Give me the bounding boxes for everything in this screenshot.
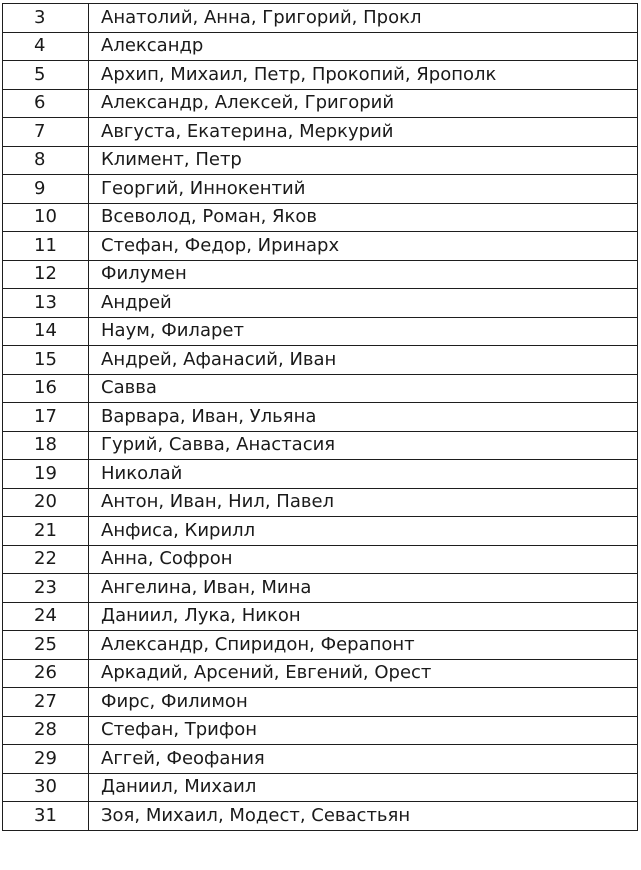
day-number-cell: 10: [3, 203, 89, 232]
day-number-cell: 6: [3, 89, 89, 118]
table-row: [3, 346, 638, 375]
names-cell: Александр, Спиридон, Ферапонт: [89, 631, 638, 660]
day-number-cell: 30: [3, 773, 89, 802]
names-cell: Анатолий, Анна, Григорий, Прокл: [89, 4, 638, 33]
day-number-cell: 20: [3, 488, 89, 517]
names-cell: Климент, Петр: [89, 146, 638, 175]
day-number-cell: 21: [3, 517, 89, 546]
names-cell: Анфиса, Кирилл: [89, 517, 638, 546]
table-body: [3, 4, 638, 831]
day-number-cell: 12: [3, 260, 89, 289]
table-row: [3, 659, 638, 688]
day-number-cell: 24: [3, 602, 89, 631]
names-cell: Анна, Софрон: [89, 545, 638, 574]
day-number-cell: 25: [3, 631, 89, 660]
names-cell: Антон, Иван, Нил, Павел: [89, 488, 638, 517]
table-row: [3, 317, 638, 346]
table-row: [3, 431, 638, 460]
names-cell: Даниил, Лука, Никон: [89, 602, 638, 631]
names-cell: Стефан, Федор, Иринарх: [89, 232, 638, 261]
names-cell: Александр: [89, 32, 638, 61]
name-days-table: [2, 3, 638, 831]
table-row: [3, 716, 638, 745]
names-cell: Георгий, Иннокентий: [89, 175, 638, 204]
day-number-cell: 31: [3, 802, 89, 831]
day-number-cell: 16: [3, 374, 89, 403]
table-row: [3, 802, 638, 831]
names-cell: Андрей: [89, 289, 638, 318]
names-cell: Николай: [89, 460, 638, 489]
day-number-cell: 19: [3, 460, 89, 489]
day-number-cell: 9: [3, 175, 89, 204]
table-row: [3, 745, 638, 774]
table-row: [3, 631, 638, 660]
table-row: [3, 488, 638, 517]
day-number-cell: 8: [3, 146, 89, 175]
names-cell: Даниил, Михаил: [89, 773, 638, 802]
day-number-cell: 3: [3, 4, 89, 33]
table-row: [3, 32, 638, 61]
names-cell: Аркадий, Арсений, Евгений, Орест: [89, 659, 638, 688]
table-row: [3, 460, 638, 489]
names-cell: Гурий, Савва, Анастасия: [89, 431, 638, 460]
table-row: [3, 289, 638, 318]
day-number-cell: 13: [3, 289, 89, 318]
names-cell: Августа, Екатерина, Меркурий: [89, 118, 638, 147]
names-cell: Александр, Алексей, Григорий: [89, 89, 638, 118]
names-cell: Всеволод, Роман, Яков: [89, 203, 638, 232]
names-cell: Варвара, Иван, Ульяна: [89, 403, 638, 432]
names-cell: Фирс, Филимон: [89, 688, 638, 717]
names-cell: Аггей, Феофания: [89, 745, 638, 774]
day-number-cell: 4: [3, 32, 89, 61]
table-row: [3, 232, 638, 261]
names-cell: Наум, Филарет: [89, 317, 638, 346]
day-number-cell: 18: [3, 431, 89, 460]
day-number-cell: 28: [3, 716, 89, 745]
table-row: [3, 146, 638, 175]
day-number-cell: 11: [3, 232, 89, 261]
table-row: [3, 89, 638, 118]
day-number-cell: 29: [3, 745, 89, 774]
table-row: [3, 403, 638, 432]
day-number-cell: 17: [3, 403, 89, 432]
table-row: [3, 574, 638, 603]
names-cell: Ангелина, Иван, Мина: [89, 574, 638, 603]
table-row: [3, 688, 638, 717]
day-number-cell: 27: [3, 688, 89, 717]
table-row: [3, 260, 638, 289]
table-row: [3, 773, 638, 802]
day-number-cell: 22: [3, 545, 89, 574]
table-row: [3, 545, 638, 574]
names-cell: Зоя, Михаил, Модест, Севастьян: [89, 802, 638, 831]
table-row: [3, 175, 638, 204]
day-number-cell: 15: [3, 346, 89, 375]
table-row: [3, 203, 638, 232]
names-cell: Филумен: [89, 260, 638, 289]
day-number-cell: 5: [3, 61, 89, 90]
table-row: [3, 118, 638, 147]
day-number-cell: 26: [3, 659, 89, 688]
table-row: [3, 61, 638, 90]
names-cell: Андрей, Афанасий, Иван: [89, 346, 638, 375]
day-number-cell: 14: [3, 317, 89, 346]
table-row: [3, 517, 638, 546]
day-number-cell: 23: [3, 574, 89, 603]
day-number-cell: 7: [3, 118, 89, 147]
names-cell: Стефан, Трифон: [89, 716, 638, 745]
names-cell: Савва: [89, 374, 638, 403]
table-row: [3, 374, 638, 403]
names-cell: Архип, Михаил, Петр, Прокопий, Ярополк: [89, 61, 638, 90]
table-row: [3, 602, 638, 631]
table-row: [3, 4, 638, 33]
